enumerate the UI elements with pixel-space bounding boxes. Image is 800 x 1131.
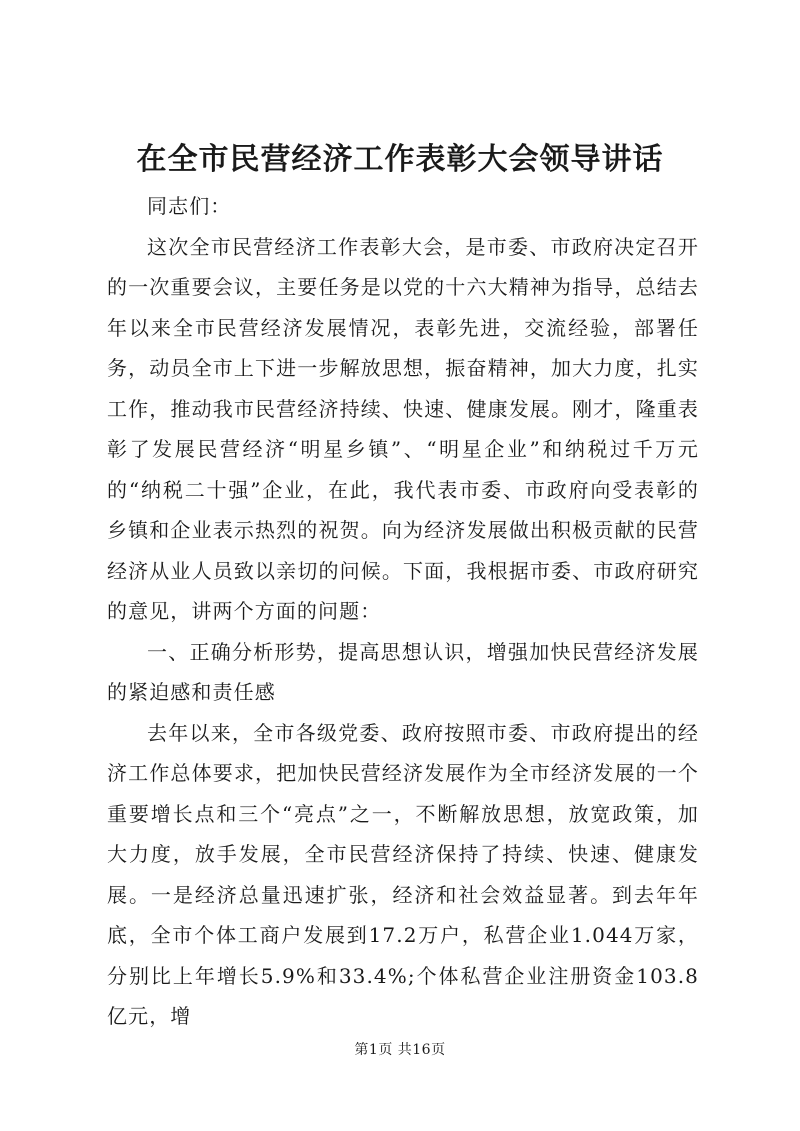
situation-paragraph: 去年以来，全市各级党委、政府按照市委、市政府提出的经济工作总体要求，把加快民营经济发展作为全市经济发展的一个重要增长点和三个“亮点”之一，不断解放思想，放宽政策，加大力度，放手发展，全市民营经济保持了持续、快速、健康发展。一是经济总量迅速扩张，经济和社会效益显著。到去年年底，全市个体工商户发展到17.2万户，私营企业1.044万家，分别比上年增长5.9%和33.4%;个体私营企业注册资金103.8亿元，增: [107, 720, 699, 1028]
document-body: [107, 186, 699, 1037]
page-footer: 第1页 共16页: [354, 1042, 446, 1058]
document-title: 在全市民营经济工作表彰大会领导讲话: [136, 142, 664, 177]
salutation-paragraph: 同志们：: [147, 194, 232, 218]
intro-paragraph: 这次全市民营经济工作表彰大会，是市委、市政府决定召开的一次重要会议，主要任务是以党的十六大精神为指导，总结去年以来全市民营经济发展情况，表彰先进，交流经验，部署任务，动员全市上下进一步解放思想，振奋精神，加大力度，扎实工作，推动我市民营经济持续、快速、健康发展。刚才，隆重表彰了发展民营经济“明星乡镇”、“明星企业”和纳税过千万元的“纳税二十强”企业，在此，我代表市委、市政府向受表彰的乡镇和企业表示热烈的祝贺。向为经济发展做出积极贡献的民营经济从业人员致以亲切的问候。下面，我根据市委、市政府研究的意见，讲两个方面的问题：: [107, 234, 699, 623]
section-heading-paragraph: 一、正确分析形势，提高思想认识，增强加快民营经济发展的紧迫感和责任感: [107, 639, 699, 704]
